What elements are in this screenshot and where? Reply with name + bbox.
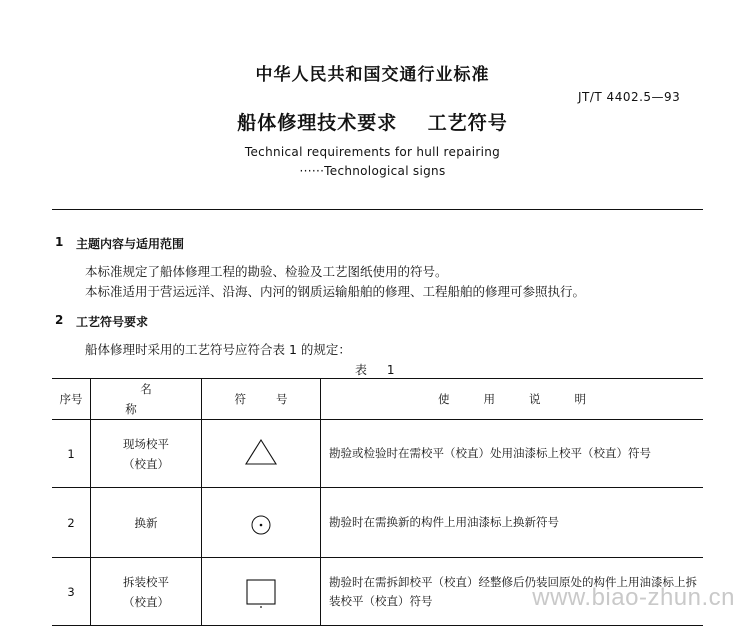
standard-code: JT/T 4402.5—93 bbox=[578, 90, 681, 104]
header-symbol bbox=[202, 379, 321, 420]
section1-paragraph-1: 本标准规定了船体修理工程的勘验、检验及工艺图纸使用的符号。 bbox=[85, 264, 448, 279]
row-description: 勘验或检验时在需校平（校直）处用油漆标上校平（校直）符号 bbox=[321, 420, 704, 488]
header-name-text: 名称 bbox=[125, 382, 182, 416]
row-symbol bbox=[202, 488, 321, 558]
row-symbol bbox=[202, 558, 321, 626]
section1-paragraph-2: 本标准适用于营运远洋、沿海、内河的钢质运输船舶的修理、工程船舶的修理可参照执行。 bbox=[85, 284, 586, 299]
row-description: 勘验时在需换新的构件上用油漆标上换新符号 bbox=[321, 488, 704, 558]
section1-heading-number: 1 bbox=[55, 235, 64, 249]
section2-heading: 工艺符号要求 bbox=[76, 315, 149, 329]
row-name-line1: 拆装校平 bbox=[123, 574, 169, 589]
section2-paragraph-1: 船体修理时采用的工艺符号应符合表 1 的规定： bbox=[85, 342, 351, 357]
watermark: www.biao-zhun.cn bbox=[532, 584, 735, 611]
header-description-text: 使用说明 bbox=[438, 392, 620, 406]
row-description: 勘验时在需拆卸校平（校直）经整修后仍装回原处的构件上用油漆标上拆装校平（校直）符号 bbox=[321, 558, 704, 626]
row-name-line2: （校直） bbox=[123, 456, 169, 471]
square-icon bbox=[245, 578, 277, 608]
header-name bbox=[91, 379, 202, 420]
row-name-line1: 现场校平 bbox=[123, 436, 169, 451]
header-symbol-text: 符号 bbox=[234, 392, 318, 406]
section1-heading: 主题内容与适用范围 bbox=[76, 237, 185, 251]
row-name-line2: （校直） bbox=[123, 594, 169, 609]
standard-title: 中华人民共和国交通行业标准 bbox=[255, 65, 490, 85]
header-description bbox=[321, 379, 704, 420]
english-title-line2: ······Technological signs bbox=[299, 164, 446, 178]
english-title-line1: Technical requirements for hull repairing bbox=[244, 145, 501, 159]
table-header-row bbox=[52, 379, 703, 420]
header-no: 序号 bbox=[52, 379, 91, 420]
row-name bbox=[91, 488, 202, 558]
row-number: 3 bbox=[52, 558, 91, 626]
row-name-line1: 换新 bbox=[134, 515, 158, 530]
triangle-icon bbox=[244, 438, 278, 466]
table-caption: 表 1 bbox=[355, 363, 403, 377]
document-title: 船体修理技术要求 工艺符号 bbox=[237, 112, 508, 134]
row-number: 2 bbox=[52, 488, 91, 558]
dotted-circle-icon bbox=[249, 513, 273, 537]
row-name bbox=[91, 420, 202, 488]
row-number: 1 bbox=[52, 420, 91, 488]
table-row bbox=[52, 488, 703, 558]
section2-heading-number: 2 bbox=[55, 313, 64, 327]
row-symbol bbox=[202, 420, 321, 488]
header-divider bbox=[52, 209, 703, 210]
table-row bbox=[52, 420, 703, 488]
row-name bbox=[91, 558, 202, 626]
